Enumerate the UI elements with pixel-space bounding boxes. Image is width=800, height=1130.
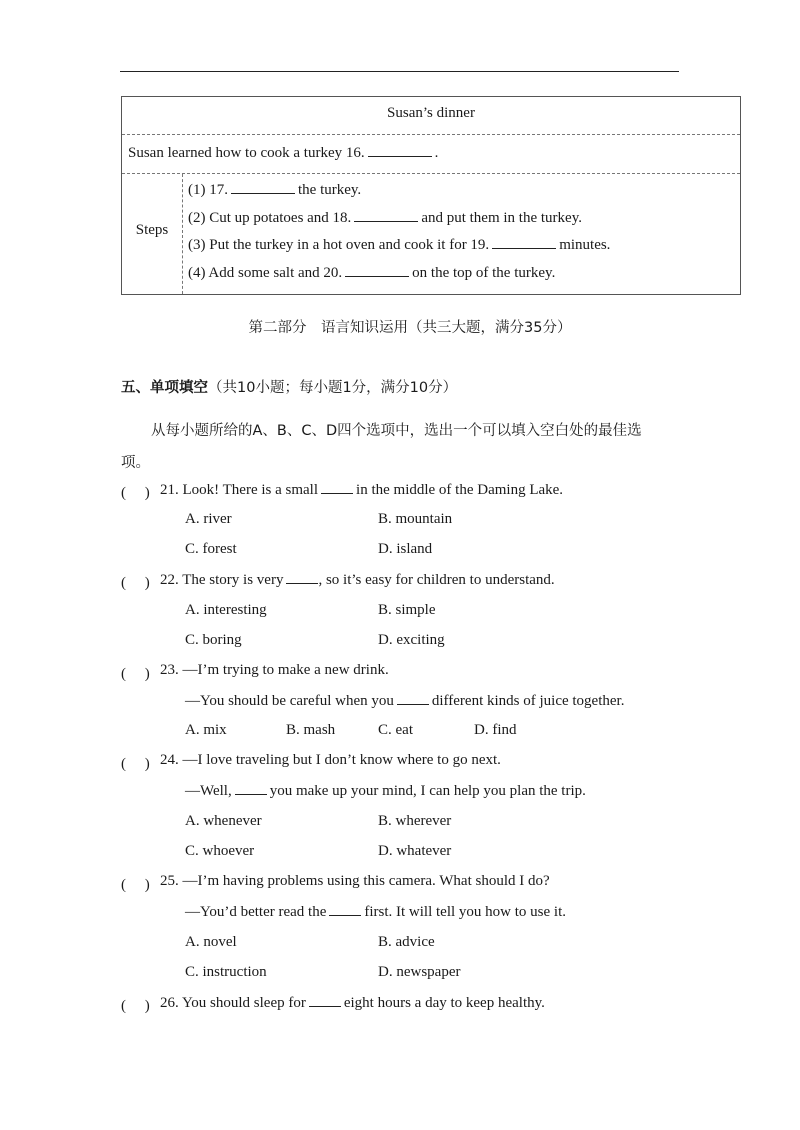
step-text-after: the turkey.: [298, 182, 362, 198]
question-paren: ( ): [121, 666, 150, 682]
section-heading: [121, 376, 457, 397]
instruction-line: 项。: [121, 455, 150, 471]
stem-text-before: 22. The story is very: [160, 572, 284, 588]
question-stem: [160, 481, 563, 499]
stem-text-after: eight hours a day to keep healthy.: [343, 995, 545, 1011]
question-stem: [160, 994, 545, 1012]
question-stem: 24. —I love traveling but I don’t know where to go next.: [160, 752, 501, 768]
option: B. advice: [378, 934, 435, 950]
blank-17: [231, 181, 295, 194]
option: C. whoever: [185, 843, 255, 859]
question-stem: 25. —I’m having problems using this camera. What should I do?: [160, 873, 550, 889]
section-title: 五、单项填空: [121, 380, 208, 396]
stem-text-before: 26. You should sleep for: [160, 995, 306, 1011]
answer-blank: [286, 571, 318, 584]
step-text-after: on the top of the turkey.: [412, 265, 556, 281]
question-paren: ( ): [121, 575, 150, 591]
option: B. mash: [286, 722, 336, 738]
option: B. mountain: [378, 511, 453, 527]
option: A. novel: [185, 934, 237, 950]
step-row: [188, 181, 361, 199]
table-column-divider: [182, 174, 183, 294]
answer-blank: [309, 994, 341, 1007]
question-line2: [185, 782, 586, 800]
step-text-before: (2) Cut up potatoes and 18.: [188, 210, 352, 226]
option: C. boring: [185, 632, 242, 648]
stem-text-after: in the middle of the Daming Lake.: [356, 482, 564, 498]
table-divider: [122, 134, 740, 135]
question-paren: ( ): [121, 756, 150, 772]
section-note: （共10小题；每小题1分，满分10分）: [208, 380, 458, 396]
option: A. river: [185, 511, 232, 527]
blank-16: [368, 144, 432, 157]
question-paren: ( ): [121, 998, 150, 1014]
stem-text-after: , so it’s easy for children to understand.: [318, 572, 555, 588]
question-line2: [185, 903, 566, 921]
blank-20: [345, 264, 409, 277]
stem-text-before: 21. Look! There is a small: [160, 482, 319, 498]
table-intro: [128, 144, 438, 162]
option: D. island: [378, 541, 433, 557]
option: A. whenever: [185, 813, 262, 829]
steps-label: Steps: [135, 222, 169, 238]
option: A. interesting: [185, 602, 267, 618]
option: D. newspaper: [378, 964, 461, 980]
step-text-before: (3) Put the turkey in a hot oven and cook it for 19.: [188, 237, 490, 253]
option: B. wherever: [378, 813, 452, 829]
answer-blank: [329, 903, 361, 916]
line2-text-after: first. It will tell you how to use it.: [364, 904, 567, 920]
option: C. instruction: [185, 964, 267, 980]
intro-text-before: Susan learned how to cook a turkey 16.: [128, 145, 365, 161]
step-row: [188, 209, 582, 227]
step-row: [188, 264, 555, 282]
susans-dinner-table: [121, 96, 741, 295]
line2-text-before: —You should be careful when you: [185, 693, 394, 709]
table-divider: [122, 173, 740, 174]
blank-18: [354, 209, 418, 222]
line2-text-before: —Well,: [185, 783, 232, 799]
line2-text-after: different kinds of juice together.: [431, 693, 625, 709]
blank-19: [492, 236, 556, 249]
line2-text-before: —You’d better read the: [185, 904, 327, 920]
question-line2: [185, 692, 624, 710]
intro-text-after: .: [434, 145, 439, 161]
line2-text-after: you make up your mind, I can help you plan the trip.: [269, 783, 586, 799]
option: C. eat: [378, 722, 413, 738]
instruction-line: 从每小题所给的A、B、C、D四个选项中，选出一个可以填入空白处的最佳选: [151, 423, 642, 439]
question-stem: 23. —I’m trying to make a new drink.: [160, 662, 389, 678]
step-text-after: and put them in the turkey.: [421, 210, 582, 226]
option: D. find: [474, 722, 517, 738]
option: B. simple: [378, 602, 436, 618]
answer-blank: [397, 692, 429, 705]
question-paren: ( ): [121, 877, 150, 893]
answer-blank: [321, 481, 353, 494]
part-title: 第二部分 语言知识运用（共三大题，满分35分）: [248, 320, 572, 336]
table-title: Susan’s dinner: [387, 105, 475, 121]
step-text-after: minutes.: [559, 237, 611, 253]
step-text-before: (1) 17.: [188, 182, 228, 198]
option: A. mix: [185, 722, 227, 738]
question-paren: ( ): [121, 485, 150, 501]
step-row: [188, 236, 610, 254]
option: C. forest: [185, 541, 237, 557]
option: D. whatever: [378, 843, 452, 859]
answer-blank: [235, 782, 267, 795]
question-stem: [160, 571, 555, 589]
option: D. exciting: [378, 632, 445, 648]
step-text-before: (4) Add some salt and 20.: [188, 265, 343, 281]
header-rule: [120, 71, 679, 72]
